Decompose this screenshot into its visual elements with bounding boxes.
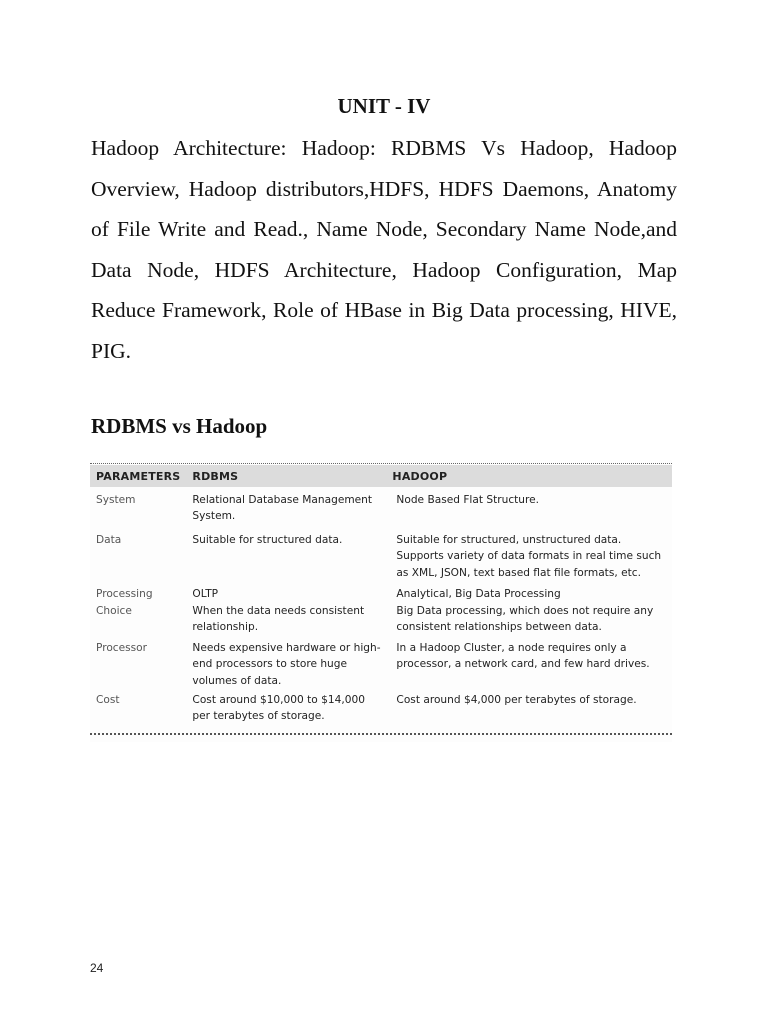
row-parameter: Choice — [96, 605, 132, 617]
row-hadoop: Analytical, Big Data Processing — [396, 588, 561, 600]
row-rdbms: OLTP — [192, 588, 219, 600]
row-hadoop: Big Data processing, which does not require any consistent relationships between data. — [396, 605, 654, 634]
row-rdbms: Relational Database Management System. — [192, 494, 373, 523]
comparison-table — [90, 465, 672, 726]
table-top-rule — [90, 463, 672, 464]
row-parameter: Cost — [96, 694, 120, 706]
row-parameter: Processing — [96, 588, 153, 600]
row-hadoop: Suitable for structured, unstructured data. Supports variety of data formats in real time such as XML, JSON, text based flat file formats, etc. — [396, 534, 662, 579]
intro-paragraph: Hadoop Architecture: Hadoop: RDBMS Vs Hadoop, Hadoop Overview, Hadoop distributors,HDFS, HDFS Daemons, Anatomy of File Write and Read., Name Node, Secondary Name Node,and Data Node, HDFS Architecture, Hadoop Configuration, Map Reduce Framework, Role of HBase in Big Data processing, HIVE, PIG. — [91, 136, 677, 363]
row-hadoop: In a Hadoop Cluster, a node requires only a processor, a network card, and few hard drives. — [396, 642, 650, 671]
row-parameter: System — [96, 494, 136, 506]
row-rdbms: Needs expensive hardware or high-end processors to store huge volumes of data. — [192, 642, 381, 687]
table-header-row — [90, 465, 672, 487]
table-bottom-rule — [90, 733, 672, 735]
section-heading: RDBMS vs Hadoop — [91, 414, 268, 438]
table-row — [90, 528, 672, 586]
unit-title: UNIT - IV — [337, 94, 431, 118]
table-row — [90, 640, 672, 692]
row-hadoop: Node Based Flat Structure. — [396, 494, 540, 506]
row-rdbms: Suitable for structured data. — [192, 534, 343, 546]
header-hadoop: HADOOP — [386, 465, 672, 487]
row-rdbms: When the data needs consistent relationship. — [192, 605, 365, 634]
row-parameter: Processor — [96, 642, 148, 654]
table-row — [90, 586, 672, 603]
comparison-table-image — [90, 460, 672, 742]
header-parameters: PARAMETERS — [90, 465, 184, 487]
header-rdbms: RDBMS — [184, 465, 386, 487]
table-row — [90, 692, 672, 726]
row-hadoop: Cost around $4,000 per terabytes of storage. — [396, 694, 637, 706]
row-rdbms: Cost around $10,000 to $14,000 per terabytes of storage. — [192, 694, 365, 723]
row-parameter: Data — [96, 534, 122, 546]
table-row — [90, 487, 672, 528]
table-row — [90, 603, 672, 640]
page-number: 24 — [90, 961, 104, 975]
